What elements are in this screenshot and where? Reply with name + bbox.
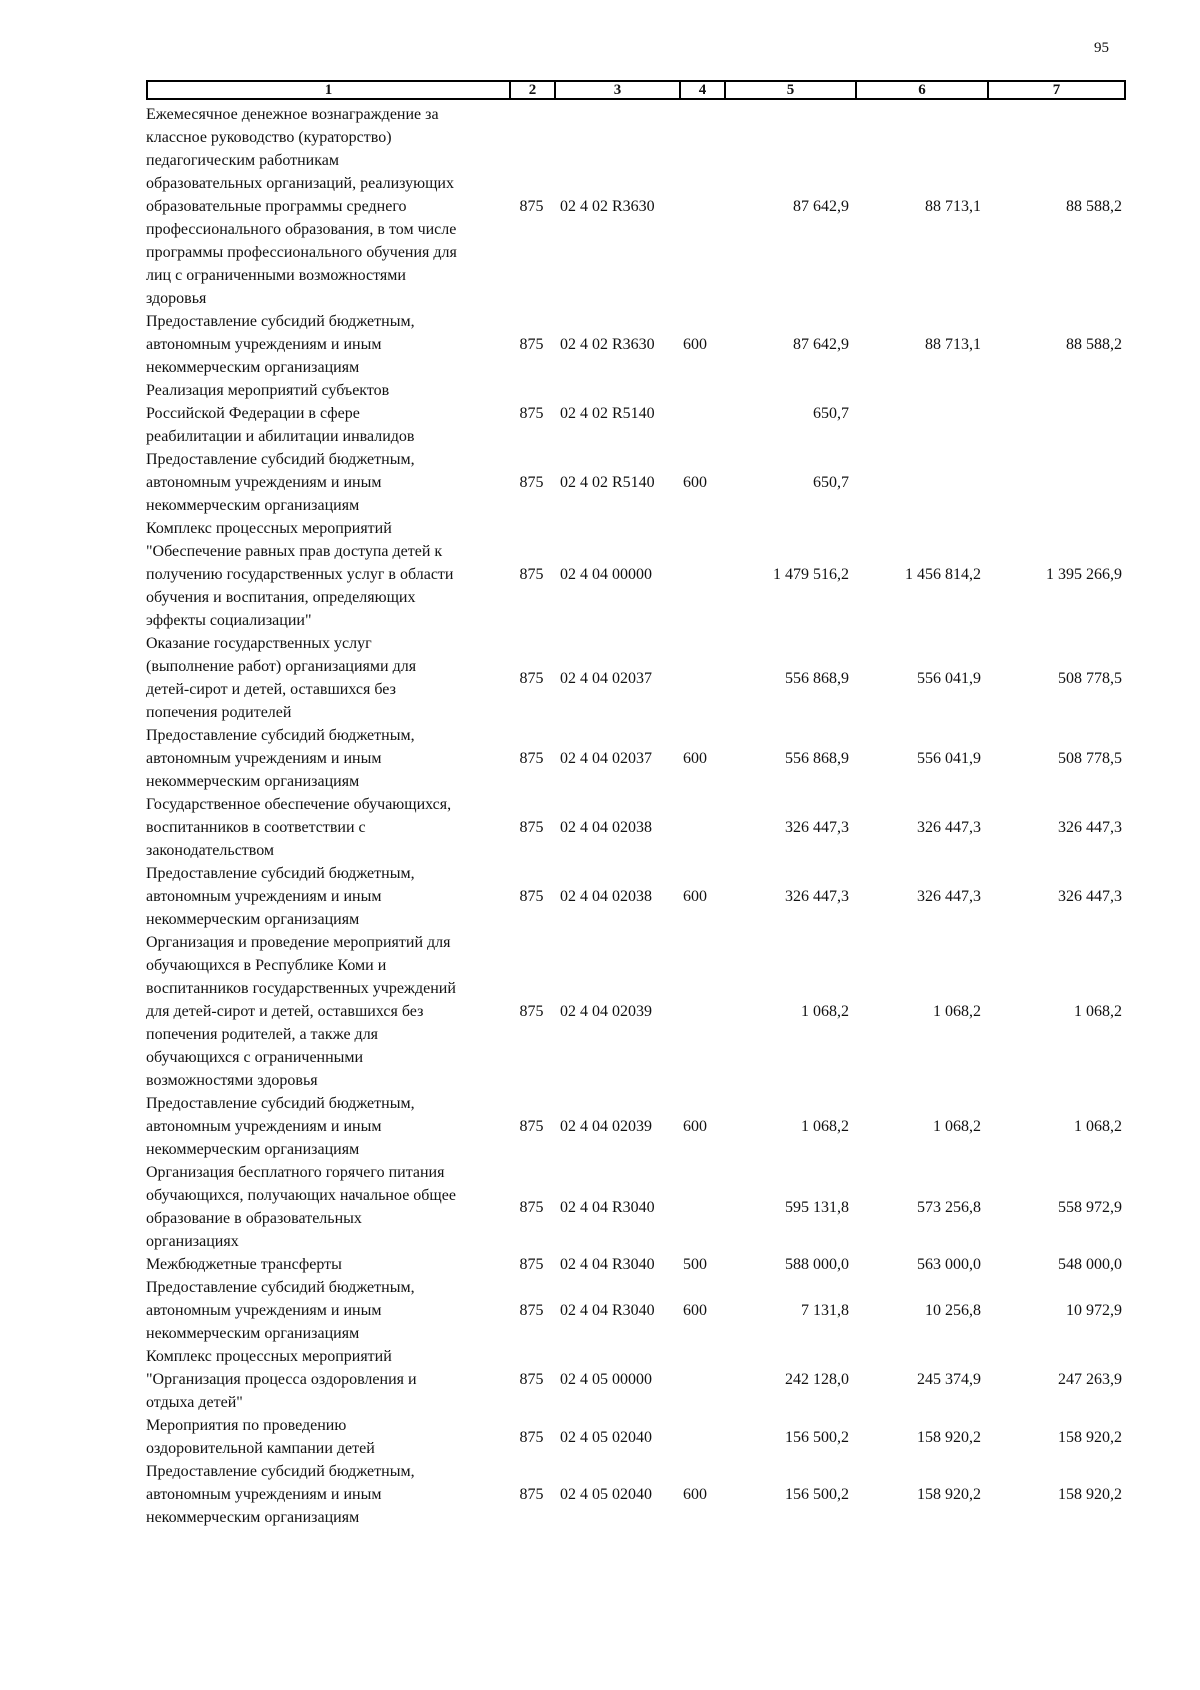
- row-name-line: здоровья: [146, 290, 207, 307]
- row-expense-type: 500: [683, 1256, 707, 1273]
- row-amount-col6: 326 447,3: [917, 888, 981, 905]
- row-amount-col5: 1 479 516,2: [773, 566, 849, 583]
- row-target-code: 02 4 04 02038: [560, 819, 652, 836]
- row-name-line: оздоровительной кампании детей: [146, 1440, 375, 1457]
- row-name-line: Комплекс процессных мероприятий: [146, 1348, 392, 1365]
- row-name-line: "Обеспечение равных прав доступа детей к: [146, 543, 443, 560]
- row-dept-code: 875: [519, 566, 544, 583]
- row-name-line: профессионального образования, в том числе: [146, 221, 457, 238]
- row-name-line: образование в образовательных: [146, 1210, 362, 1227]
- row-amount-col7: 10 972,9: [1066, 1302, 1122, 1319]
- row-name-line: Предоставление субсидий бюджетным,: [146, 313, 415, 330]
- row-name: [146, 1345, 509, 1414]
- table-row: [146, 931, 1126, 1092]
- row-target-code: 02 4 04 02039: [560, 1118, 652, 1135]
- row-dept-code: 875: [519, 1428, 544, 1446]
- row-name-line: Предоставление субсидий бюджетным,: [146, 1279, 415, 1296]
- row-expense-type: 600: [683, 1302, 707, 1319]
- row-name: [146, 379, 509, 448]
- row-name-line: детей-сирот и детей, оставшихся без: [146, 681, 396, 698]
- row-name-line: педагогическим работникам: [146, 152, 339, 169]
- row-amount-col6: 1 456 814,2: [905, 566, 981, 583]
- row-target-code: 02 4 04 R3040: [560, 1302, 655, 1319]
- row-amount-col6: 158 920,2: [917, 1486, 981, 1503]
- row-name-line: Ежемесячное денежное вознаграждение за: [146, 106, 439, 123]
- column-header-4: 4: [681, 82, 726, 98]
- row-name-line: некоммерческим организациям: [146, 359, 360, 376]
- row-amount-col6: 10 256,8: [925, 1302, 981, 1319]
- row-name-line: Комплекс процессных мероприятий: [146, 520, 392, 537]
- row-name-line: классное руководство (кураторство): [146, 129, 392, 146]
- row-name-line: отдыха детей": [146, 1394, 243, 1411]
- row-name: [146, 517, 509, 632]
- row-name-line: автономным учреждениям и иным: [146, 336, 382, 353]
- row-name-line: воспитанников в соответствии с: [146, 819, 366, 836]
- table-row: [146, 1276, 1126, 1345]
- row-name-line: некоммерческим организациям: [146, 1141, 360, 1158]
- row-name-line: Государственное обеспечение обучающихся,: [146, 796, 452, 813]
- row-name-line: Предоставление субсидий бюджетным,: [146, 865, 415, 882]
- row-amount-col5: 1 068,2: [801, 1003, 849, 1020]
- column-header-2: 2: [511, 82, 556, 98]
- row-name-line: лиц с ограниченными возможностями: [146, 267, 406, 284]
- row-name-line: воспитанников государственных учреждений: [146, 980, 456, 997]
- page-number: 95: [1094, 40, 1109, 56]
- row-name-line: программы профессионального обучения для: [146, 244, 457, 261]
- table-row: [146, 1460, 1126, 1529]
- row-name: [146, 1276, 509, 1345]
- row-amount-col6: 563 000,0: [917, 1256, 981, 1273]
- row-target-code: 02 4 04 R3040: [560, 1198, 655, 1216]
- row-name: [146, 862, 509, 931]
- row-name-line: Мероприятия по проведению: [146, 1417, 347, 1434]
- table-row: [146, 862, 1126, 931]
- row-name: [146, 1161, 509, 1253]
- row-expense-type: 600: [683, 1486, 707, 1503]
- row-name-line: некоммерческим организациям: [146, 773, 360, 790]
- row-amount-col6: 88 713,1: [925, 336, 981, 353]
- row-amount-col7: 158 920,2: [1058, 1486, 1122, 1503]
- row-name: [146, 310, 509, 379]
- table-row: [146, 1345, 1126, 1414]
- row-dept-code: 875: [519, 750, 544, 767]
- row-amount-col7: 247 263,9: [1058, 1371, 1122, 1388]
- row-amount-col7: 1 395 266,9: [1046, 566, 1122, 583]
- row-name: [146, 793, 509, 862]
- row-name-line: некоммерческим организациям: [146, 1509, 360, 1526]
- row-name-line: организациях: [146, 1233, 239, 1250]
- row-target-code: 02 4 05 02040: [560, 1428, 652, 1446]
- row-name: [146, 632, 509, 724]
- row-target-code: 02 4 04 02037: [560, 669, 652, 687]
- row-target-code: 02 4 04 R3040: [560, 1256, 655, 1273]
- row-name-line: автономным учреждениям и иным: [146, 1118, 382, 1135]
- table-row: [146, 103, 1126, 310]
- row-dept-code: 875: [519, 1486, 544, 1503]
- row-name-line: автономным учреждениям и иным: [146, 888, 382, 905]
- row-amount-col7: 558 972,9: [1058, 1198, 1122, 1216]
- row-name: [146, 1253, 509, 1276]
- row-amount-col6: 245 374,9: [917, 1371, 981, 1388]
- row-name-line: некоммерческим организациям: [146, 1325, 360, 1342]
- row-name-line: Предоставление субсидий бюджетным,: [146, 727, 415, 744]
- row-target-code: 02 4 04 02039: [560, 1003, 652, 1020]
- row-amount-col5: 650,7: [813, 405, 849, 422]
- table-row: [146, 517, 1126, 632]
- row-name-line: автономным учреждениям и иным: [146, 1302, 382, 1319]
- row-dept-code: 875: [519, 888, 544, 905]
- row-dept-code: 875: [519, 669, 544, 687]
- row-amount-col6: 88 713,1: [925, 198, 981, 215]
- row-amount-col7: 88 588,2: [1066, 198, 1122, 215]
- row-expense-type: 600: [683, 1118, 707, 1135]
- row-name-line: Реализация мероприятий субъектов: [146, 382, 390, 399]
- row-amount-col7: 326 447,3: [1058, 888, 1122, 905]
- row-name-line: Предоставление субсидий бюджетным,: [146, 451, 415, 468]
- row-name: [146, 103, 509, 310]
- row-amount-col5: 595 131,8: [785, 1198, 849, 1216]
- row-target-code: 02 4 02 R5140: [560, 405, 655, 422]
- row-name-line: (выполнение работ) организациями для: [146, 658, 417, 675]
- row-dept-code: 875: [519, 1003, 544, 1020]
- row-amount-col5: 87 642,9: [793, 198, 849, 215]
- row-name: [146, 1092, 509, 1161]
- row-name-line: обучения и воспитания, определяющих: [146, 589, 416, 606]
- row-target-code: 02 4 04 02038: [560, 888, 652, 905]
- table-row: [146, 448, 1126, 517]
- row-amount-col6: 573 256,8: [917, 1198, 981, 1216]
- row-name-line: образовательных организаций, реализующих: [146, 175, 454, 192]
- row-amount-col5: 87 642,9: [793, 336, 849, 353]
- row-name-line: возможностями здоровья: [146, 1072, 318, 1089]
- row-target-code: 02 4 05 02040: [560, 1486, 652, 1503]
- row-expense-type: 600: [683, 888, 707, 905]
- row-name-line: Организация и проведение мероприятий для: [146, 934, 451, 951]
- row-name-line: для детей-сирот и детей, оставшихся без: [146, 1003, 424, 1020]
- row-name-line: обучающихся в Республике Коми и: [146, 957, 387, 974]
- column-header-5: 5: [726, 82, 857, 98]
- row-amount-col5: 1 068,2: [801, 1118, 849, 1135]
- row-name-line: образовательные программы среднего: [146, 198, 407, 215]
- row-amount-col5: 556 868,9: [785, 669, 849, 687]
- row-amount-col7: 508 778,5: [1058, 750, 1122, 767]
- row-amount-col7: 508 778,5: [1058, 669, 1122, 687]
- row-amount-col6: 556 041,9: [917, 669, 981, 687]
- row-name-line: Российской Федерации в сфере: [146, 405, 360, 422]
- table-row: [146, 310, 1126, 379]
- row-dept-code: 875: [519, 336, 544, 353]
- table-row: [146, 793, 1126, 862]
- row-target-code: 02 4 02 R3630: [560, 198, 655, 215]
- row-name-line: законодательством: [146, 842, 275, 859]
- row-name: [146, 931, 509, 1092]
- row-name-line: обучающихся, получающих начальное общее: [146, 1187, 456, 1204]
- row-target-code: 02 4 02 R3630: [560, 336, 655, 353]
- row-expense-type: 600: [683, 336, 707, 353]
- budget-table-body: [146, 103, 1126, 1529]
- row-amount-col6: 1 068,2: [933, 1003, 981, 1020]
- table-row: [146, 1414, 1126, 1460]
- row-name-line: автономным учреждениям и иным: [146, 474, 382, 491]
- row-amount-col5: 588 000,0: [785, 1256, 849, 1273]
- column-header-6: 6: [857, 82, 989, 98]
- row-amount-col5: 242 128,0: [785, 1371, 849, 1388]
- row-name-line: получению государственных услуг в области: [146, 566, 454, 583]
- row-target-code: 02 4 04 00000: [560, 566, 652, 583]
- row-amount-col5: 326 447,3: [785, 819, 849, 836]
- row-amount-col7: 158 920,2: [1058, 1428, 1122, 1446]
- table-row: [146, 379, 1126, 448]
- table-header-row: [146, 80, 1126, 100]
- row-dept-code: 875: [519, 405, 544, 422]
- row-expense-type: 600: [683, 474, 707, 491]
- row-amount-col7: 88 588,2: [1066, 336, 1122, 353]
- row-amount-col5: 156 500,2: [785, 1486, 849, 1503]
- row-amount-col5: 326 447,3: [785, 888, 849, 905]
- row-amount-col7: 1 068,2: [1074, 1118, 1122, 1135]
- row-name-line: Организация бесплатного горячего питания: [146, 1164, 445, 1181]
- row-target-code: 02 4 02 R5140: [560, 474, 655, 491]
- row-name-line: Межбюджетные трансферты: [146, 1256, 342, 1273]
- row-name: [146, 724, 509, 793]
- row-name-line: автономным учреждениям и иным: [146, 750, 382, 767]
- row-dept-code: 875: [519, 1371, 544, 1388]
- row-dept-code: 875: [519, 1256, 544, 1273]
- row-dept-code: 875: [519, 198, 544, 215]
- row-amount-col6: 158 920,2: [917, 1428, 981, 1446]
- row-dept-code: 875: [519, 819, 544, 836]
- row-dept-code: 875: [519, 1118, 544, 1135]
- row-amount-col5: 650,7: [813, 474, 849, 491]
- row-name-line: обучающихся с ограниченными: [146, 1049, 364, 1066]
- row-amount-col7: 326 447,3: [1058, 819, 1122, 836]
- row-expense-type: 600: [683, 750, 707, 767]
- row-dept-code: 875: [519, 1198, 544, 1216]
- row-dept-code: 875: [519, 474, 544, 491]
- table-row: [146, 1092, 1126, 1161]
- column-header-7: 7: [1052, 82, 1061, 98]
- row-name-line: попечения родителей: [146, 704, 292, 721]
- table-row: [146, 1253, 1126, 1276]
- row-name-line: автономным учреждениям и иным: [146, 1486, 382, 1503]
- row-amount-col7: 1 068,2: [1074, 1003, 1122, 1020]
- row-name: [146, 448, 509, 517]
- row-name-line: некоммерческим организациям: [146, 911, 360, 928]
- row-name-line: некоммерческим организациям: [146, 497, 360, 514]
- column-header-3: 3: [556, 82, 681, 98]
- row-amount-col6: 326 447,3: [917, 819, 981, 836]
- row-amount-col5: 7 131,8: [801, 1302, 849, 1319]
- row-target-code: 02 4 05 00000: [560, 1371, 652, 1388]
- row-name: [146, 1414, 509, 1460]
- row-name-line: реабилитации и абилитации инвалидов: [146, 428, 415, 445]
- column-header-1: 1: [148, 82, 511, 98]
- row-amount-col6: 1 068,2: [933, 1118, 981, 1135]
- row-name-line: Предоставление субсидий бюджетным,: [146, 1463, 415, 1480]
- row-dept-code: 875: [519, 1302, 544, 1319]
- row-name-line: попечения родителей, а также для: [146, 1026, 379, 1043]
- table-row: [146, 724, 1126, 793]
- row-amount-col7: 548 000,0: [1058, 1256, 1122, 1273]
- row-amount-col6: 556 041,9: [917, 750, 981, 767]
- row-target-code: 02 4 04 02037: [560, 750, 652, 767]
- row-amount-col5: 556 868,9: [785, 750, 849, 767]
- row-amount-col5: 156 500,2: [785, 1428, 849, 1446]
- row-name: [146, 1460, 509, 1529]
- row-name-line: "Организация процесса оздоровления и: [146, 1371, 417, 1388]
- table-row: [146, 1161, 1126, 1253]
- row-name-line: Оказание государственных услуг: [146, 635, 372, 652]
- row-name-line: эффекты социализации": [146, 612, 312, 629]
- table-row: [146, 632, 1126, 724]
- row-name-line: Предоставление субсидий бюджетным,: [146, 1095, 415, 1112]
